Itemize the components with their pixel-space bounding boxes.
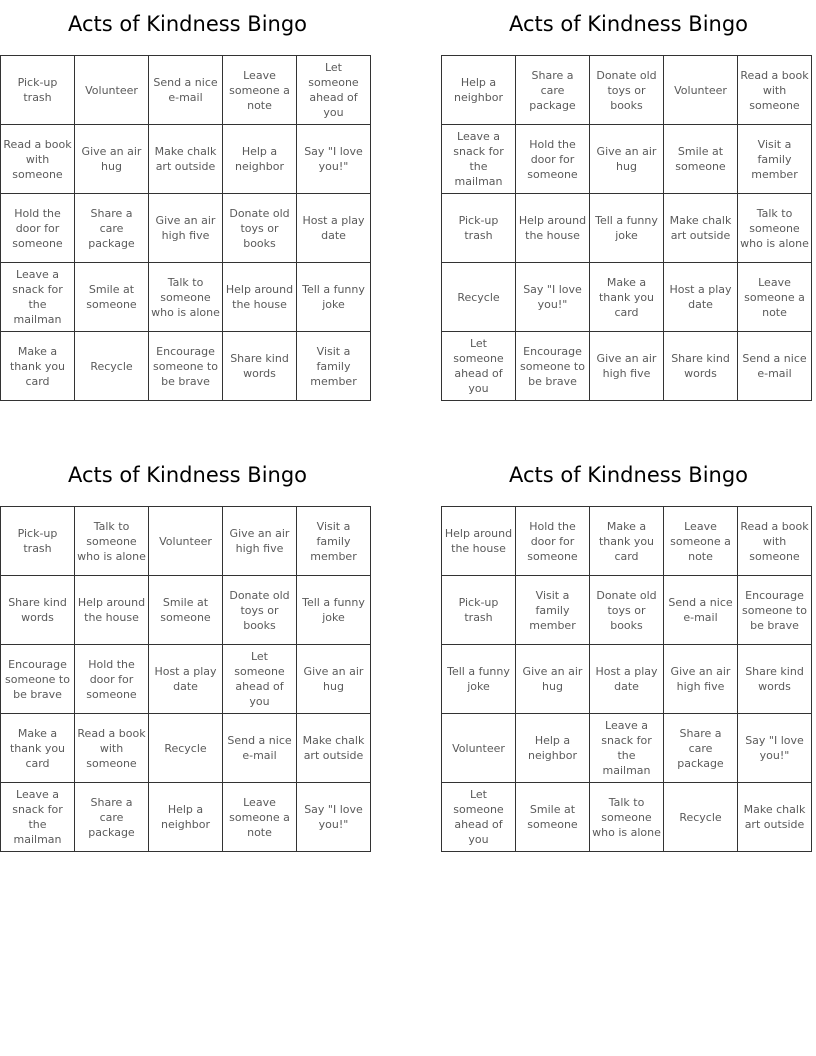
bingo-square: Encourage someone to be brave [149, 332, 223, 401]
bingo-square: Give an air hug [516, 645, 590, 714]
bingo-square: Leave a snack for the mailman [442, 125, 516, 194]
bingo-square: Share a care package [516, 56, 590, 125]
bingo-grid [0, 55, 371, 401]
bingo-square: Leave a snack for the mailman [1, 783, 75, 852]
bingo-square: Make chalk art outside [664, 194, 738, 263]
bingo-square: Recycle [664, 783, 738, 852]
bingo-square: Read a book with someone [738, 56, 812, 125]
card-title: Acts of Kindness Bingo [67, 12, 308, 36]
bingo-square: Send a nice e-mail [664, 576, 738, 645]
bingo-square: Let someone ahead of you [297, 56, 371, 125]
bingo-square: Host a play date [590, 645, 664, 714]
bingo-square: Make chalk art outside [149, 125, 223, 194]
bingo-square: Let someone ahead of you [442, 332, 516, 401]
bingo-grid [441, 55, 812, 401]
bingo-square: Help a neighbor [516, 714, 590, 783]
bingo-square: Tell a funny joke [590, 194, 664, 263]
bingo-square: Hold the door for someone [516, 507, 590, 576]
bingo-square: Help around the house [223, 263, 297, 332]
bingo-square: Let someone ahead of you [442, 783, 516, 852]
bingo-square: Pick-up trash [442, 576, 516, 645]
bingo-square: Give an air hug [590, 125, 664, 194]
bingo-square: Talk to someone who is alone [149, 263, 223, 332]
bingo-square: Donate old toys or books [590, 576, 664, 645]
bingo-square: Help around the house [75, 576, 149, 645]
bingo-square: Help a neighbor [442, 56, 516, 125]
bingo-square: Encourage someone to be brave [516, 332, 590, 401]
bingo-row [1, 56, 371, 125]
bingo-square: Share a care package [75, 783, 149, 852]
bingo-square: Donate old toys or books [590, 56, 664, 125]
bingo-square: Leave a snack for the mailman [590, 714, 664, 783]
bingo-square: Make a thank you card [1, 714, 75, 783]
bingo-row [442, 783, 812, 852]
bingo-row [442, 645, 812, 714]
bingo-square: Visit a family member [738, 125, 812, 194]
bingo-square: Leave someone a note [223, 56, 297, 125]
bingo-square: Hold the door for someone [516, 125, 590, 194]
bingo-row [1, 194, 371, 263]
bingo-square: Talk to someone who is alone [738, 194, 812, 263]
bingo-row [1, 714, 371, 783]
bingo-square: Smile at someone [516, 783, 590, 852]
bingo-square: Visit a family member [516, 576, 590, 645]
bingo-square: Give an air high five [590, 332, 664, 401]
bingo-square: Give an air high five [223, 507, 297, 576]
bingo-square: Say "I love you!" [297, 125, 371, 194]
bingo-square: Talk to someone who is alone [590, 783, 664, 852]
bingo-square: Pick-up trash [442, 194, 516, 263]
bingo-row [442, 125, 812, 194]
bingo-square: Tell a funny joke [442, 645, 516, 714]
bingo-square: Smile at someone [75, 263, 149, 332]
bingo-square: Help around the house [442, 507, 516, 576]
bingo-row [442, 56, 812, 125]
bingo-square: Recycle [442, 263, 516, 332]
bingo-square: Make chalk art outside [738, 783, 812, 852]
bingo-square: Recycle [149, 714, 223, 783]
bingo-square: Pick-up trash [1, 56, 75, 125]
bingo-square: Hold the door for someone [1, 194, 75, 263]
bingo-square: Share a care package [75, 194, 149, 263]
card-title: Acts of Kindness Bingo [67, 463, 308, 487]
bingo-square: Send a nice e-mail [223, 714, 297, 783]
bingo-square: Encourage someone to be brave [738, 576, 812, 645]
bingo-square: Help a neighbor [149, 783, 223, 852]
bingo-square: Send a nice e-mail [738, 332, 812, 401]
bingo-square: Visit a family member [297, 507, 371, 576]
bingo-grid [0, 506, 371, 852]
bingo-square: Give an air high five [664, 645, 738, 714]
bingo-square: Encourage someone to be brave [1, 645, 75, 714]
bingo-row [1, 645, 371, 714]
bingo-square: Say "I love you!" [297, 783, 371, 852]
bingo-square: Tell a funny joke [297, 576, 371, 645]
bingo-square: Make a thank you card [590, 507, 664, 576]
bingo-square: Give an air hug [75, 125, 149, 194]
bingo-square: Say "I love you!" [738, 714, 812, 783]
bingo-square: Share kind words [223, 332, 297, 401]
bingo-square: Read a book with someone [75, 714, 149, 783]
bingo-row [442, 194, 812, 263]
bingo-square: Share kind words [664, 332, 738, 401]
bingo-square: Help a neighbor [223, 125, 297, 194]
bingo-row [1, 783, 371, 852]
bingo-row [442, 332, 812, 401]
card-title: Acts of Kindness Bingo [508, 12, 749, 36]
bingo-square: Send a nice e-mail [149, 56, 223, 125]
bingo-square: Talk to someone who is alone [75, 507, 149, 576]
bingo-square: Read a book with someone [1, 125, 75, 194]
bingo-row [442, 714, 812, 783]
bingo-square: Smile at someone [149, 576, 223, 645]
bingo-square: Let someone ahead of you [223, 645, 297, 714]
bingo-square: Give an air high five [149, 194, 223, 263]
bingo-row [1, 332, 371, 401]
bingo-row [442, 576, 812, 645]
bingo-square: Leave someone a note [664, 507, 738, 576]
bingo-square: Donate old toys or books [223, 194, 297, 263]
bingo-square: Leave someone a note [223, 783, 297, 852]
bingo-square: Donate old toys or books [223, 576, 297, 645]
bingo-square: Give an air hug [297, 645, 371, 714]
bingo-square: Share kind words [1, 576, 75, 645]
bingo-square: Say "I love you!" [516, 263, 590, 332]
bingo-square: Host a play date [297, 194, 371, 263]
bingo-row [1, 263, 371, 332]
bingo-square: Tell a funny joke [297, 263, 371, 332]
bingo-row [442, 263, 812, 332]
bingo-square: Smile at someone [664, 125, 738, 194]
bingo-square: Make a thank you card [1, 332, 75, 401]
bingo-square: Volunteer [664, 56, 738, 125]
bingo-row [1, 125, 371, 194]
bingo-square: Leave a snack for the mailman [1, 263, 75, 332]
bingo-square: Share kind words [738, 645, 812, 714]
bingo-square: Share a care package [664, 714, 738, 783]
bingo-square: Pick-up trash [1, 507, 75, 576]
bingo-square: Make chalk art outside [297, 714, 371, 783]
bingo-square: Volunteer [75, 56, 149, 125]
bingo-square: Volunteer [442, 714, 516, 783]
bingo-square: Host a play date [664, 263, 738, 332]
bingo-grid [441, 506, 812, 852]
bingo-square: Visit a family member [297, 332, 371, 401]
bingo-square: Recycle [75, 332, 149, 401]
bingo-row [1, 576, 371, 645]
card-title: Acts of Kindness Bingo [508, 463, 749, 487]
bingo-square: Volunteer [149, 507, 223, 576]
bingo-square: Hold the door for someone [75, 645, 149, 714]
bingo-square: Help around the house [516, 194, 590, 263]
bingo-square: Make a thank you card [590, 263, 664, 332]
bingo-square: Host a play date [149, 645, 223, 714]
bingo-square: Read a book with someone [738, 507, 812, 576]
bingo-square: Leave someone a note [738, 263, 812, 332]
bingo-row [442, 507, 812, 576]
bingo-row [1, 507, 371, 576]
